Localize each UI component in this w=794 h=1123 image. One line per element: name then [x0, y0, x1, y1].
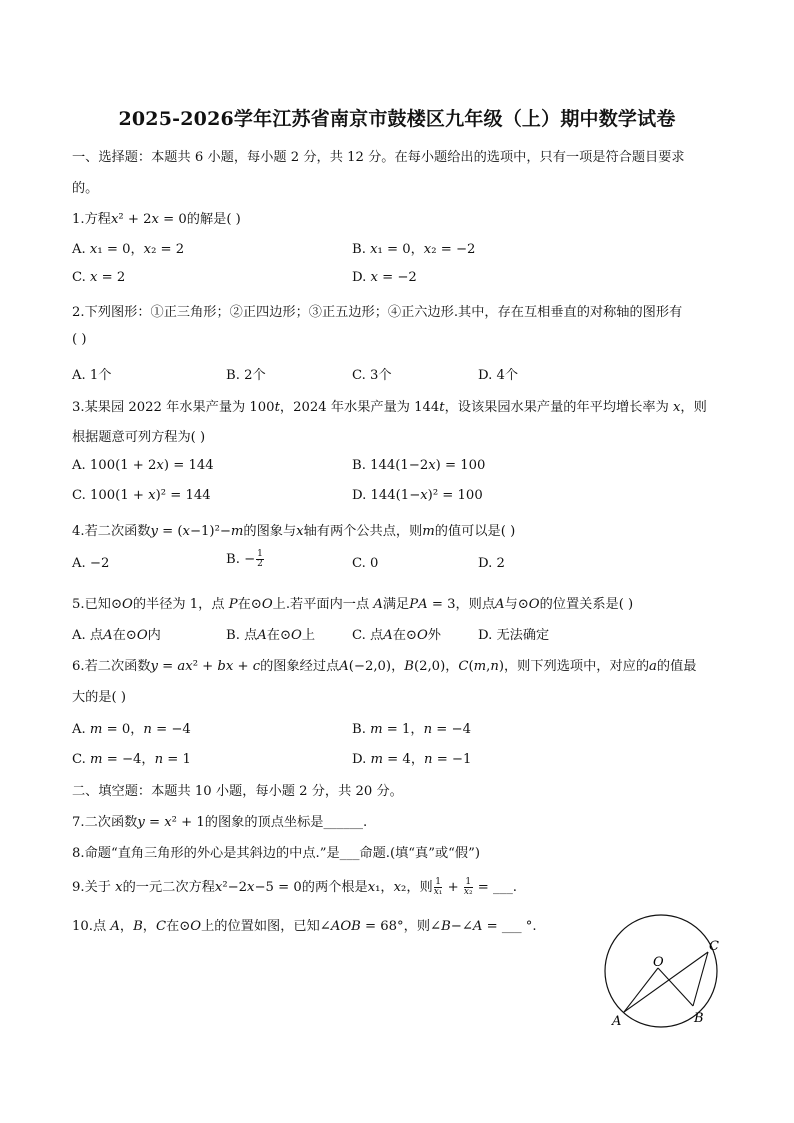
q1-stem: 1.方程𝑥² + 2𝑥 = 0的解是( ): [72, 212, 241, 227]
segment-ob: [658, 968, 693, 1006]
q6-option-b: B. 𝑚 = 1，𝑛 = −4: [352, 722, 471, 737]
q3-option-d: D. 144(1−𝑥)² = 100: [352, 488, 483, 503]
q9-fraction-2-denominator: 𝑥₂: [463, 887, 473, 897]
q6-option-c: C. 𝑚 = −4，𝑛 = 1: [72, 752, 191, 767]
q5-stem: 5.已知⊙𝑂的半径为 1，点 𝑃在⊙𝑂上.若平面内一点 𝐴满足𝑃𝐴 = 3，则点𝐴与⊙𝑂的位置关系是( ): [72, 597, 634, 612]
q2-stem-line2: ( ): [72, 332, 87, 347]
q10-stem: 10.点 𝐴，𝐵，𝐶在⊙𝑂上的位置如图，已知∠𝐴𝑂𝐵 = 68°，则∠𝐵−∠𝐴 = ___ °.: [72, 919, 537, 934]
label-o: O: [653, 955, 664, 970]
q4-option-d: D. 2: [478, 556, 505, 571]
q6-stem-line1: 6.若二次函数𝑦 = 𝑎𝑥² + 𝑏𝑥 + 𝑐的图象经过点𝐴(−2,0)，𝐵(2,0)，𝐶(𝑚,𝑛)，则下列选项中，对应的𝑎的值最: [72, 659, 697, 674]
q9-stem: [72, 876, 517, 897]
section1-heading-line2: 的。: [72, 181, 99, 196]
q4-stem: 4.若二次函数𝑦 = (𝑥−1)²−𝑚的图象与𝑥轴有两个公共点，则𝑚的值可以是( ): [72, 524, 516, 539]
q3-option-a: A. 100(1 + 2𝑥) = 144: [72, 458, 214, 473]
q4-option-c: C. 0: [352, 556, 379, 571]
q3-stem-line1: 3.某果园 2022 年水果产量为 100𝑡，2024 年水果产量为 144𝑡，设该果园水果产量的年平均增长率为 𝑥，则: [72, 400, 707, 415]
q3-option-b: B. 144(1−2𝑥) = 100: [352, 458, 486, 473]
q2-option-d: D. 4个: [478, 368, 519, 383]
section2-heading: 二、填空题：本题共 10 小题，每小题 2 分，共 20 分。: [72, 784, 403, 799]
q9-prefix: 9.关于 𝑥的一元二次方程𝑥²−2𝑥−5 = 0的两个根是𝑥₁，𝑥₂，则: [72, 880, 433, 895]
q6-stem-line2: 大的是( ): [72, 690, 127, 705]
q9-fraction-2-numerator: 1: [465, 877, 472, 887]
label-b: B: [694, 1011, 704, 1026]
q4-option-a: A. −2: [72, 556, 110, 571]
q6-option-a: A. 𝑚 = 0，𝑛 = −4: [72, 722, 191, 737]
q9-plus: +: [447, 880, 459, 895]
q1-option-c: C. 𝑥 = 2: [72, 270, 126, 285]
q2-option-a: A. 1个: [72, 368, 112, 383]
q3-stem-line2: 根据题意可列方程为( ): [72, 430, 206, 445]
q1-option-a: A. 𝑥₁ = 0，𝑥₂ = 2: [72, 242, 185, 257]
q2-option-c: C. 3个: [352, 368, 392, 383]
q7-stem: 7.二次函数𝑦 = 𝑥² + 1的图象的顶点坐标是______.: [72, 815, 368, 830]
q9-fraction-1-numerator: 1: [435, 877, 441, 887]
q5-option-a: A. 点𝐴在⊙𝑂内: [72, 628, 161, 643]
label-c: C: [709, 939, 719, 954]
q9-suffix: = ___.: [477, 880, 517, 895]
q6-option-d: D. 𝑚 = 4，𝑛 = −1: [352, 752, 472, 767]
q5-option-c: C. 点𝐴在⊙𝑂外: [352, 628, 441, 643]
page-title: 2025-2026学年江苏省南京市鼓楼区九年级（上）期中数学试卷: [118, 108, 676, 130]
q10-circle-figure: [600, 914, 730, 1034]
q4-option-b-denominator: 2: [257, 559, 263, 569]
q2-stem-line1: 2.下列图形：①正三角形；②正四边形；③正五边形；④正六边形.其中，存在互相垂直的对称轴的图形有: [72, 305, 683, 320]
q9-fraction-1-denominator: 𝑥₁: [433, 887, 443, 897]
q1-option-d: D. 𝑥 = −2: [352, 270, 417, 285]
label-a: A: [612, 1014, 622, 1029]
q1-option-b: B. 𝑥₁ = 0，𝑥₂ = −2: [352, 242, 476, 257]
q2-option-b: B. 2个: [226, 368, 266, 383]
q4-option-b-prefix: B. −: [226, 552, 256, 567]
q4-option-b-fraction: [256, 550, 264, 569]
q3-option-c: C. 100(1 + 𝑥)² = 144: [72, 488, 211, 503]
q5-option-b: B. 点𝐴在⊙𝑂上: [226, 628, 316, 643]
q8-stem: 8.命题“直角三角形的外心是其斜边的中点.”是___命题.(填“真”或“假”): [72, 846, 480, 861]
q5-option-d: D. 无法确定: [478, 628, 550, 643]
segment-oa: [624, 968, 658, 1012]
q9-fraction-2: [464, 878, 473, 897]
q4-option-b: [226, 550, 265, 569]
q9-fraction-1: [434, 878, 443, 897]
segment-cb: [693, 952, 708, 1006]
segment-ac: [624, 952, 708, 1012]
q4-option-b-numerator: 1: [257, 549, 263, 559]
section1-heading-line1: 一、选择题：本题共 6 小题，每小题 2 分，共 12 分。在每小题给出的选项中，只有一项是符合题目要求: [72, 150, 685, 165]
